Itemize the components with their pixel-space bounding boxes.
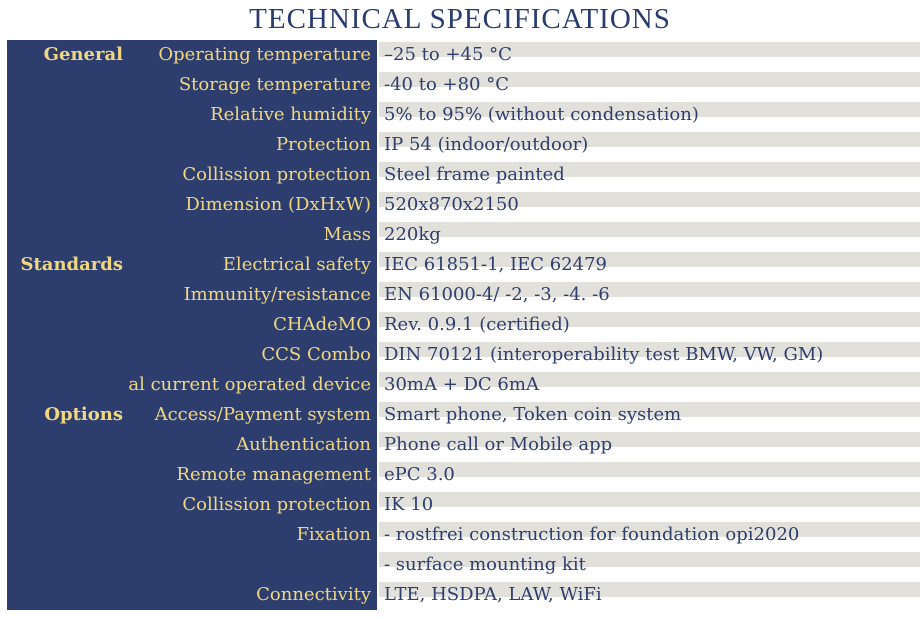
parameter-label: Electrical safety bbox=[222, 254, 371, 275]
label-cell bbox=[7, 130, 377, 160]
parameter-value: 5% to 95% (without condensation) bbox=[384, 104, 699, 125]
parameter-value: 520x870x2150 bbox=[384, 194, 519, 215]
parameter-label: al current operated device bbox=[128, 374, 371, 395]
value-cell bbox=[379, 100, 920, 130]
parameter-label: Mass bbox=[323, 224, 371, 245]
parameter-value: ePC 3.0 bbox=[384, 464, 455, 485]
table-row bbox=[7, 370, 920, 400]
table-row bbox=[7, 100, 920, 130]
table-row bbox=[7, 160, 920, 190]
label-cell bbox=[7, 550, 377, 580]
table-row bbox=[7, 490, 920, 520]
label-cell bbox=[7, 490, 377, 520]
parameter-value: DIN 70121 (interoperability test BMW, VW, GM) bbox=[384, 344, 824, 365]
label-cell bbox=[7, 400, 377, 430]
parameter-value: IEC 61851-1, IEC 62479 bbox=[384, 254, 607, 275]
table-row bbox=[7, 340, 920, 370]
parameter-value: 30mA + DC 6mA bbox=[384, 374, 539, 395]
value-cell bbox=[379, 220, 920, 250]
parameter-label: CHAdeMO bbox=[273, 314, 371, 335]
section-label: Options bbox=[44, 404, 123, 425]
parameter-label: Collission protection bbox=[182, 494, 371, 515]
parameter-value: IP 54 (indoor/outdoor) bbox=[384, 134, 589, 155]
label-cell bbox=[7, 190, 377, 220]
parameter-value: LTE, HSDPA, LAW, WiFi bbox=[384, 584, 602, 605]
table-row bbox=[7, 520, 920, 550]
value-cell bbox=[379, 190, 920, 220]
parameter-label: Storage temperature bbox=[178, 74, 371, 95]
label-cell bbox=[7, 250, 377, 280]
parameter-label: Connectivity bbox=[256, 584, 371, 605]
parameter-value: - surface mounting kit bbox=[384, 554, 586, 575]
table-row bbox=[7, 70, 920, 100]
row-stripe bbox=[379, 462, 920, 477]
specifications-table bbox=[7, 40, 920, 615]
label-cell bbox=[7, 70, 377, 100]
parameter-value: Phone call or Mobile app bbox=[384, 434, 613, 455]
label-cell bbox=[7, 580, 377, 610]
value-cell bbox=[379, 40, 920, 70]
table-row bbox=[7, 280, 920, 310]
parameter-value: EN 61000-4/ -2, -3, -4. -6 bbox=[384, 284, 610, 305]
value-cell bbox=[379, 130, 920, 160]
table-row bbox=[7, 430, 920, 460]
parameter-value: Smart phone, Token coin system bbox=[384, 404, 682, 425]
label-cell bbox=[7, 460, 377, 490]
row-stripe bbox=[379, 222, 920, 237]
section-label: Standards bbox=[20, 254, 123, 275]
value-cell bbox=[379, 430, 920, 460]
table-row bbox=[7, 40, 920, 70]
table-row bbox=[7, 130, 920, 160]
section-label: General bbox=[43, 44, 123, 65]
value-cell bbox=[379, 550, 920, 580]
table-row bbox=[7, 460, 920, 490]
parameter-value: 220kg bbox=[384, 224, 441, 245]
value-cell bbox=[379, 460, 920, 490]
table-row bbox=[7, 550, 920, 580]
label-cell bbox=[7, 160, 377, 190]
page-title: TECHNICAL SPECIFICATIONS bbox=[249, 3, 671, 35]
parameter-label: CCS Combo bbox=[261, 344, 371, 365]
value-cell bbox=[379, 580, 920, 610]
parameter-value: IK 10 bbox=[384, 494, 434, 515]
parameter-label: Relative humidity bbox=[210, 104, 371, 125]
parameter-label: Dimension (DxHxW) bbox=[185, 194, 371, 215]
table-row bbox=[7, 580, 920, 610]
parameter-value: - rostfrei construction for foundation opi2020 bbox=[384, 524, 800, 545]
table-row bbox=[7, 190, 920, 220]
table-row bbox=[7, 220, 920, 250]
value-cell bbox=[379, 520, 920, 550]
label-cell bbox=[7, 310, 377, 340]
table-row bbox=[7, 310, 920, 340]
table-row bbox=[7, 400, 920, 430]
value-cell bbox=[379, 370, 920, 400]
label-cell bbox=[7, 340, 377, 370]
parameter-label: Protection bbox=[276, 134, 371, 155]
label-cell bbox=[7, 100, 377, 130]
parameter-value: –25 to +45 °C bbox=[384, 44, 512, 65]
parameter-label: Collission protection bbox=[182, 164, 371, 185]
value-cell bbox=[379, 400, 920, 430]
label-cell bbox=[7, 430, 377, 460]
parameter-value: Steel frame painted bbox=[384, 164, 565, 185]
value-cell bbox=[379, 70, 920, 100]
value-cell bbox=[379, 340, 920, 370]
parameter-value: Rev. 0.9.1 (certified) bbox=[384, 314, 570, 335]
label-cell bbox=[7, 280, 377, 310]
table-row bbox=[7, 250, 920, 280]
parameter-label: Fixation bbox=[296, 524, 371, 545]
parameter-value: -40 to +80 °C bbox=[384, 74, 509, 95]
label-cell bbox=[7, 370, 377, 400]
label-cell bbox=[7, 40, 377, 70]
value-cell bbox=[379, 280, 920, 310]
label-cell bbox=[7, 520, 377, 550]
row-stripe bbox=[379, 492, 920, 507]
value-cell bbox=[379, 250, 920, 280]
parameter-label: Immunity/resistance bbox=[183, 284, 371, 305]
label-cell bbox=[7, 220, 377, 250]
parameter-label: Access/Payment system bbox=[154, 404, 371, 425]
parameter-label: Authentication bbox=[236, 434, 371, 455]
value-cell bbox=[379, 160, 920, 190]
value-cell bbox=[379, 310, 920, 340]
value-cell bbox=[379, 490, 920, 520]
parameter-label: Operating temperature bbox=[158, 44, 371, 65]
parameter-label: Remote management bbox=[176, 464, 371, 485]
